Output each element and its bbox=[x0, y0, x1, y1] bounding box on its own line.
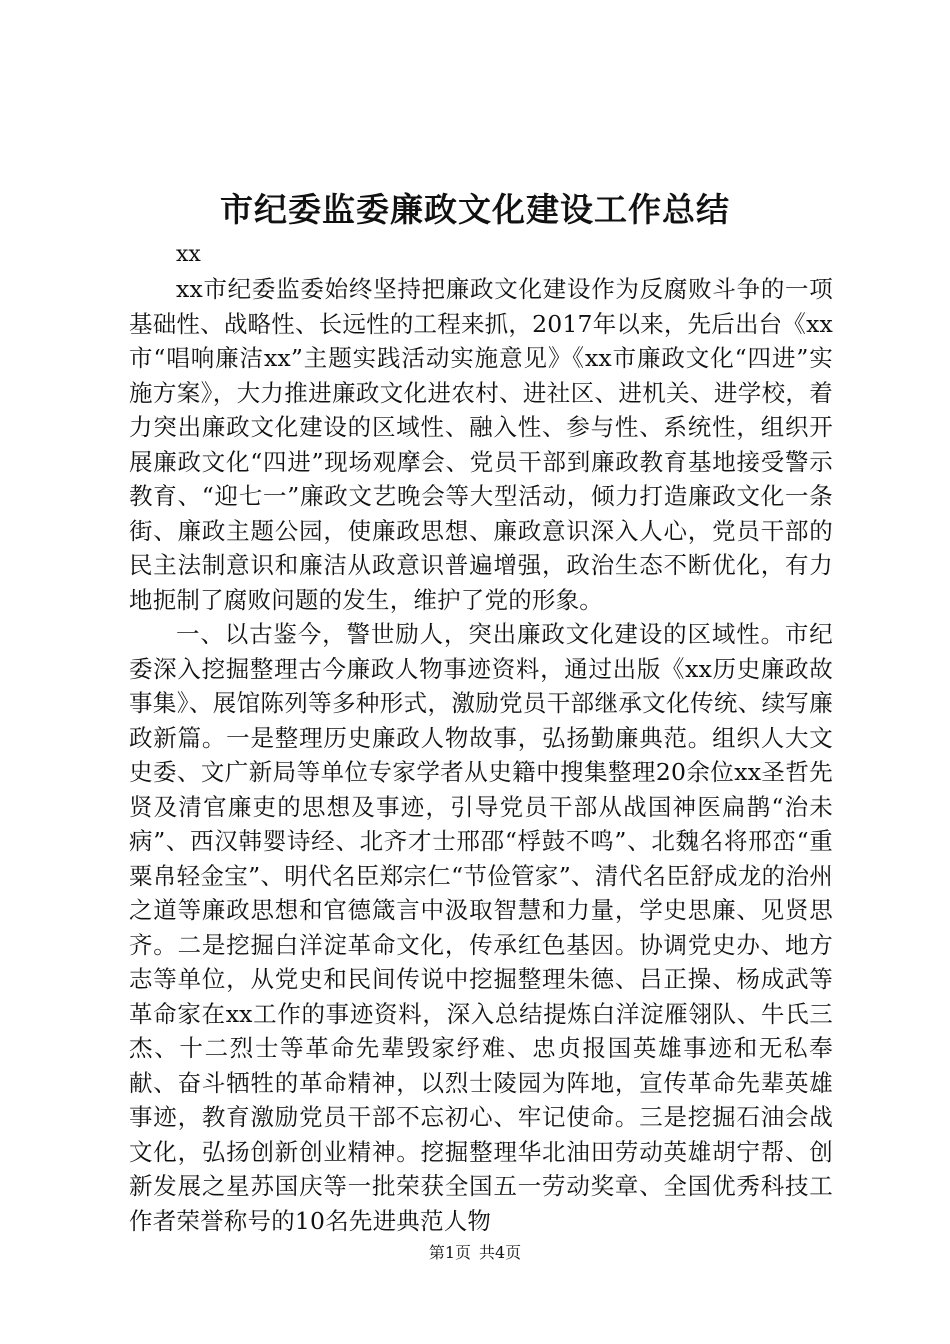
paragraph-section-one: 一、以古鉴今，警世励人，突出廉政文化建设的区域性。市纪委深入挖掘整理古今廉政人物事迹资料，通过出版《xx历史廉政故事集》、展馆陈列等多种形式，激励党员干部继承文化传统、续写廉政新篇。一是整理历史廉政人物故事，弘扬勤廉典范。组织人大文史委、文广新局等单位专家学者从史籍中搜集整理20余位xx圣哲先贤及清官廉吏的思想及事迹，引导党员干部从战国神医扁鹊“治未病”、西汉韩婴诗经、北齐才士邢邵“桴鼓不鸣”、北魏名将邢峦“重粟帛轻金宝”、明代名臣郑宗仁“节俭管家”、清代名臣舒成龙的治州之道等廉政思想和官德箴言中汲取智慧和力量，学史思廉、见贤思齐。二是挖掘白洋淀革命文化，传承红色基因。协调党史办、地方志等单位，从党史和民间传说中挖掘整理朱德、吕正操、杨成武等革命家在xx工作的事迹资料，深入总结提炼白洋淀雁翎队、牛氏三杰、十二烈士等革命先辈毁家纾难、忠贞报国英雄事迹和无私奉献、奋斗牺牲的革命精神，以烈士陵园为阵地，宣传革命先辈英雄事迹，教育激励党员干部不忘初心、牢记使命。三是挖掘石油会战文化，弘扬创新创业精神。挖掘整理华北油田劳动英雄胡宁帮、创新发展之星苏国庆等一批荣获全国五一劳动奖章、全国优秀科技工作者荣誉称号的10名先进典范人物 bbox=[129, 620, 833, 1235]
page-number-total: 共4页 bbox=[479, 1243, 522, 1262]
document-author: xx bbox=[176, 242, 201, 267]
page-footer bbox=[0, 1241, 950, 1265]
page-number-current: 第1页 bbox=[428, 1243, 471, 1262]
document-title: 市纪委监委廉政文化建设工作总结 bbox=[220, 190, 730, 229]
paragraph-intro: xx市纪委监委始终坚持把廉政文化建设作为反腐败斗争的一项基础性、战略性、长远性的工程来抓，2017年以来，先后出台《xx市“唱响廉洁xx”主题实践活动实施意见》《xx市廉政文化“四进”实施方案》，大力推进廉政文化进农村、进社区、进机关、进学校，着力突出廉政文化建设的区域性、融入性、参与性、系统性，组织开展廉政文化“四进”现场观摩会、党员干部到廉政教育基地接受警示教育、“迎七一”廉政文艺晚会等大型活动，倾力打造廉政文化一条街、廉政主题公园，使廉政思想、廉政意识深入人心，党员干部的民主法制意识和廉洁从政意识普遍增强，政治生态不断优化，有力地扼制了腐败问题的发生，维护了党的形象。 bbox=[129, 275, 833, 614]
document-body bbox=[129, 272, 833, 1238]
